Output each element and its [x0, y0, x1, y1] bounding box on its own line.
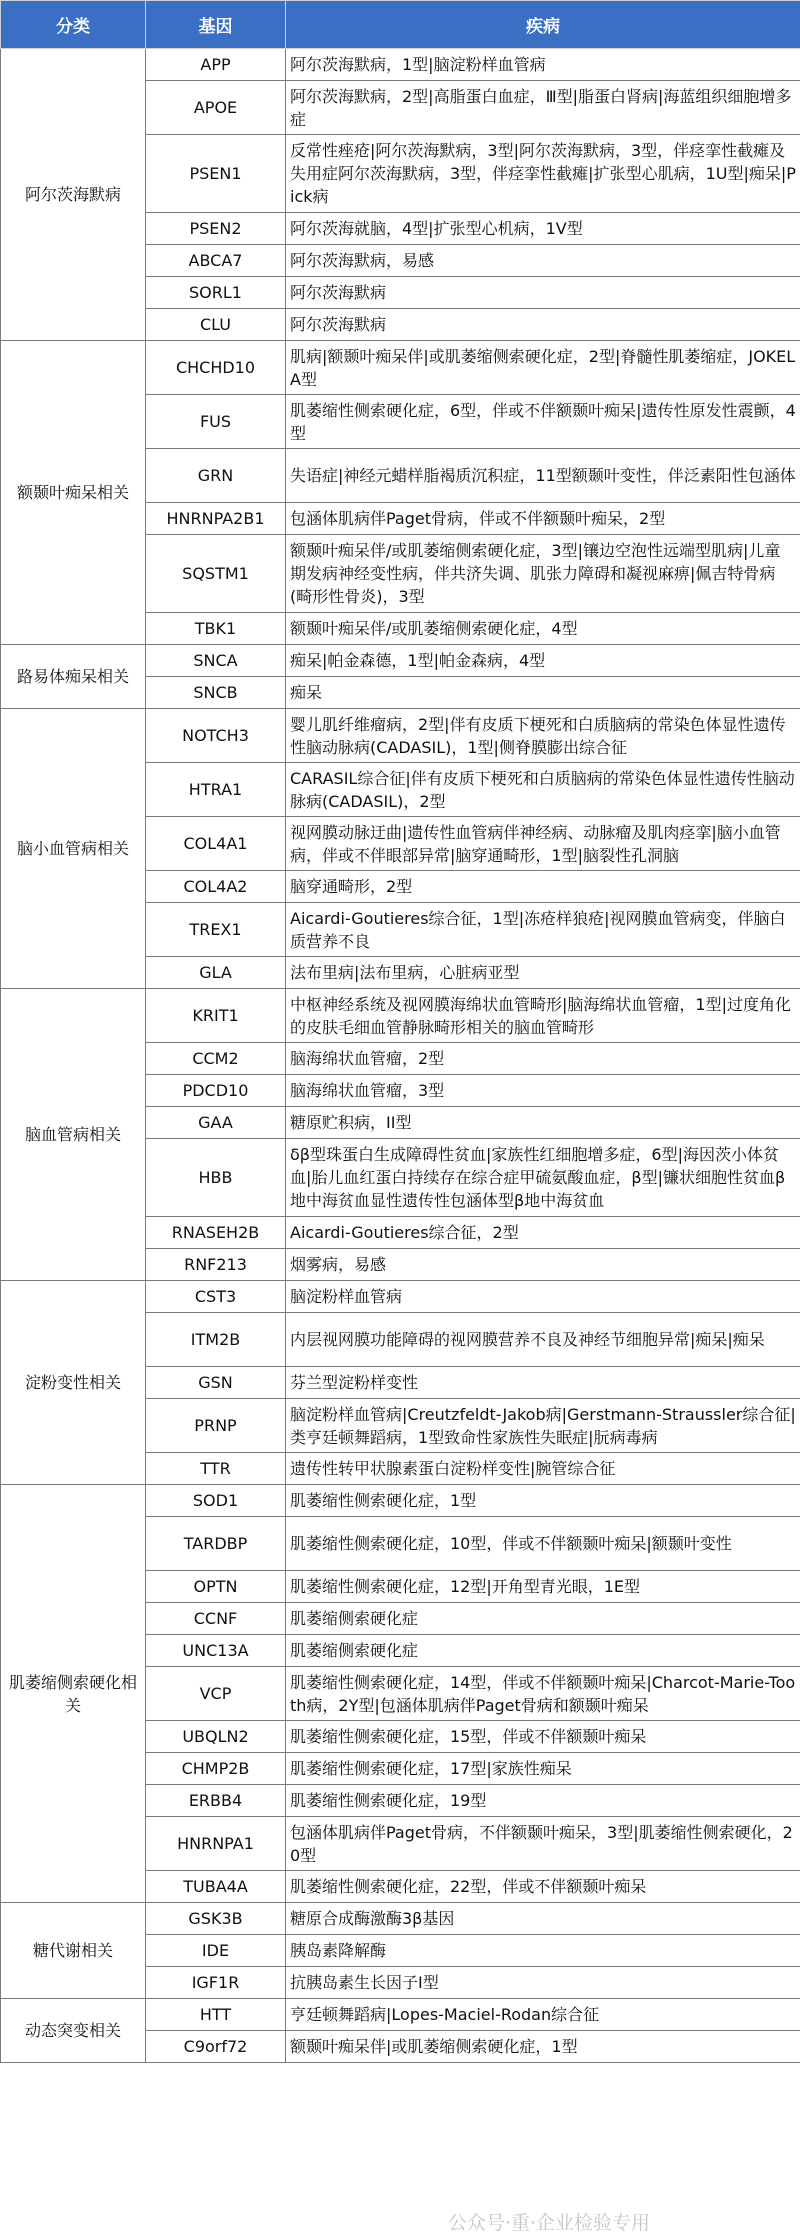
gene-cell: HNRNPA2B1 — [146, 503, 286, 535]
gene-cell: RNASEH2B — [146, 1217, 286, 1249]
disease-cell: 肌萎缩性侧索硬化症，15型，伴或不伴额颞叶痴呆 — [286, 1721, 800, 1753]
disease-cell: 肌萎缩侧索硬化症 — [286, 1635, 800, 1667]
gene-cell: GRN — [146, 449, 286, 503]
gene-cell: RNF213 — [146, 1249, 286, 1281]
gene-cell: GSK3B — [146, 1903, 286, 1935]
disease-cell: 阿尔茨海默病 — [286, 309, 800, 341]
disease-cell: 脑海绵状血管瘤，2型 — [286, 1043, 800, 1075]
table-row — [1, 1999, 800, 2031]
disease-cell: 额颞叶痴呆伴/或肌萎缩侧索硬化症，3型|镶边空泡性远端型肌病|儿童期发病神经变性病，伴共济失调、肌张力障碍和凝视麻痹|佩吉特骨病(畸形性骨炎)，3型 — [286, 535, 800, 613]
gene-cell: GAA — [146, 1107, 286, 1139]
disease-cell: 婴儿肌纤维瘤病，2型|伴有皮质下梗死和白质脑病的常染色体显性遗传性脑动脉病(CADASIL)，1型|侧脊膜膨出综合征 — [286, 709, 800, 763]
disease-cell: 脑淀粉样血管病 — [286, 1281, 800, 1313]
disease-cell: 芬兰型淀粉样变性 — [286, 1367, 800, 1399]
gene-cell: HNRNPA1 — [146, 1817, 286, 1871]
table-row — [1, 645, 800, 677]
category-cell: 糖代谢相关 — [1, 1903, 146, 1999]
disease-cell: 胰岛素降解酶 — [286, 1935, 800, 1967]
header-disease: 疾病 — [286, 1, 800, 49]
gene-cell: KRIT1 — [146, 989, 286, 1043]
gene-cell: HBB — [146, 1139, 286, 1217]
gene-cell: VCP — [146, 1667, 286, 1721]
category-cell: 额颞叶痴呆相关 — [1, 341, 146, 645]
gene-cell: HTT — [146, 1999, 286, 2031]
gene-cell: SORL1 — [146, 277, 286, 309]
disease-cell: 阿尔茨海默病 — [286, 277, 800, 309]
disease-cell: 法布里病|法布里病，心脏病亚型 — [286, 957, 800, 989]
category-cell: 肌萎缩侧索硬化相关 — [1, 1485, 146, 1903]
table-row — [1, 49, 800, 81]
gene-cell: PDCD10 — [146, 1075, 286, 1107]
gene-cell: GLA — [146, 957, 286, 989]
gene-cell: HTRA1 — [146, 763, 286, 817]
disease-cell: Aicardi-Goutieres综合征，1型|冻疮样狼疮|视网膜血管病变，伴脑白质营养不良 — [286, 903, 800, 957]
gene-cell: CHMP2B — [146, 1753, 286, 1785]
disease-cell: 阿尔茨海就脑，4型|扩张型心机病，1V型 — [286, 213, 800, 245]
disease-cell: 遗传性转甲状腺素蛋白淀粉样变性|腕管综合征 — [286, 1453, 800, 1485]
disease-cell: 阿尔茨海默病，1型|脑淀粉样血管病 — [286, 49, 800, 81]
category-cell: 路易体痴呆相关 — [1, 645, 146, 709]
table-row — [1, 1281, 800, 1313]
gene-cell: IGF1R — [146, 1967, 286, 1999]
gene-cell: OPTN — [146, 1571, 286, 1603]
category-cell: 淀粉变性相关 — [1, 1281, 146, 1485]
disease-cell: 糖原合成酶激酶3β基因 — [286, 1903, 800, 1935]
disease-cell: 肌萎缩性侧索硬化症，19型 — [286, 1785, 800, 1817]
gene-cell: ITM2B — [146, 1313, 286, 1367]
watermark: 公众号·重·企业检验专用 — [447, 2212, 650, 2234]
table-row — [1, 1903, 800, 1935]
disease-cell: 失语症|神经元蜡样脂褐质沉积症，11型额颞叶变性，伴泛素阳性包涵体 — [286, 449, 800, 503]
disease-cell: 视网膜动脉迂曲|遗传性血管病伴神经病、动脉瘤及肌肉痉挛|脑小血管病，伴或不伴眼部异常|脑穿通畸形，1型|脑裂性孔洞脑 — [286, 817, 800, 871]
gene-cell: PSEN1 — [146, 135, 286, 213]
table-body — [1, 49, 800, 2063]
disease-cell: 肌萎缩性侧索硬化症，6型，伴或不伴额颞叶痴呆|遗传性原发性震颤，4型 — [286, 395, 800, 449]
gene-cell: CCM2 — [146, 1043, 286, 1075]
gene-cell: ABCA7 — [146, 245, 286, 277]
gene-cell: CHCHD10 — [146, 341, 286, 395]
category-cell: 脑血管病相关 — [1, 989, 146, 1281]
gene-cell: IDE — [146, 1935, 286, 1967]
category-cell: 阿尔茨海默病 — [1, 49, 146, 341]
disease-cell: 脑淀粉样血管病|Creutzfeldt-Jakob病|Gerstmann-Straussler综合征|类亨廷顿舞蹈病，1型致命性家族性失眠症|朊病毒病 — [286, 1399, 800, 1453]
disease-cell: 亨廷顿舞蹈病|Lopes-Maciel-Rodan综合征 — [286, 1999, 800, 2031]
category-cell: 脑小血管病相关 — [1, 709, 146, 989]
gene-cell: ERBB4 — [146, 1785, 286, 1817]
disease-cell: 额颞叶痴呆伴/或肌萎缩侧索硬化症，4型 — [286, 613, 800, 645]
gene-cell: SNCB — [146, 677, 286, 709]
disease-cell: Aicardi-Goutieres综合征，2型 — [286, 1217, 800, 1249]
disease-cell: 肌病|额颞叶痴呆伴|或肌萎缩侧索硬化症，2型|脊髓性肌萎缩症，JOKELA型 — [286, 341, 800, 395]
disease-cell: 抗胰岛素生长因子I型 — [286, 1967, 800, 1999]
gene-cell: TTR — [146, 1453, 286, 1485]
disease-cell: 肌萎缩性侧索硬化症，14型，伴或不伴额颞叶痴呆|Charcot-Marie-Tooth病，2Y型|包涵体肌病伴Paget骨病和额颞叶痴呆 — [286, 1667, 800, 1721]
disease-cell: 肌萎缩性侧索硬化症，12型|开角型青光眼，1E型 — [286, 1571, 800, 1603]
disease-cell: 内层视网膜功能障碍的视网膜营养不良及神经节细胞异常|痴呆|痴呆 — [286, 1313, 800, 1367]
disease-cell: CARASIL综合征|伴有皮质下梗死和白质脑病的常染色体显性遗传性脑动脉病(CADASIL)，2型 — [286, 763, 800, 817]
gene-cell: COL4A2 — [146, 871, 286, 903]
disease-cell: 阿尔茨海默病，2型|高脂蛋白血症，Ⅲ型|脂蛋白肾病|海蓝组织细胞增多症 — [286, 81, 800, 135]
gene-cell: APP — [146, 49, 286, 81]
disease-cell: 肌萎缩性侧索硬化症，1型 — [286, 1485, 800, 1517]
gene-cell: APOE — [146, 81, 286, 135]
gene-cell: PRNP — [146, 1399, 286, 1453]
disease-cell: 包涵体肌病伴Paget骨病，伴或不伴额颞叶痴呆，2型 — [286, 503, 800, 535]
gene-cell: SQSTM1 — [146, 535, 286, 613]
disease-cell: 阿尔茨海默病，易感 — [286, 245, 800, 277]
disease-cell: 脑穿通畸形，2型 — [286, 871, 800, 903]
disease-cell: 中枢神经系统及视网膜海绵状血管畸形|脑海绵状血管瘤，1型|过度角化的皮肤毛细血管静脉畸形相关的脑血管畸形 — [286, 989, 800, 1043]
disease-cell: 肌萎缩性侧索硬化症，10型，伴或不伴额颞叶痴呆|额颞叶变性 — [286, 1517, 800, 1571]
table-row — [1, 989, 800, 1043]
gene-cell: CCNF — [146, 1603, 286, 1635]
gene-cell: TREX1 — [146, 903, 286, 957]
disease-cell: 肌萎缩性侧索硬化症，17型|家族性痴呆 — [286, 1753, 800, 1785]
gene-cell: UBQLN2 — [146, 1721, 286, 1753]
gene-cell: FUS — [146, 395, 286, 449]
header-row — [1, 1, 800, 49]
gene-cell: NOTCH3 — [146, 709, 286, 763]
gene-cell: C9orf72 — [146, 2031, 286, 2063]
disease-cell: 肌萎缩侧索硬化症 — [286, 1603, 800, 1635]
header-gene: 基因 — [146, 1, 286, 49]
gene-cell: GSN — [146, 1367, 286, 1399]
header-category: 分类 — [1, 1, 146, 49]
disease-cell: 肌萎缩性侧索硬化症，22型，伴或不伴额颞叶痴呆 — [286, 1871, 800, 1903]
disease-cell: δβ型珠蛋白生成障碍性贫血|家族性红细胞增多症，6型|海因茨小体贫血|胎儿血红蛋白持续存在综合症甲硫氨酸血症，β型|镰状细胞性贫血β地中海贫血显性遗传性包涵体型β地中海贫血 — [286, 1139, 800, 1217]
gene-cell: COL4A1 — [146, 817, 286, 871]
gene-cell: TBK1 — [146, 613, 286, 645]
disease-cell: 糖原贮积病，II型 — [286, 1107, 800, 1139]
gene-cell: UNC13A — [146, 1635, 286, 1667]
disease-cell: 脑海绵状血管瘤，3型 — [286, 1075, 800, 1107]
gene-cell: TUBA4A — [146, 1871, 286, 1903]
gene-cell: SNCA — [146, 645, 286, 677]
gene-cell: SOD1 — [146, 1485, 286, 1517]
disease-cell: 痴呆|帕金森德，1型|帕金森病，4型 — [286, 645, 800, 677]
gene-cell: CST3 — [146, 1281, 286, 1313]
table-row — [1, 1485, 800, 1517]
table-row — [1, 341, 800, 395]
disease-cell: 包涵体肌病伴Paget骨病，不伴额颞叶痴呆，3型|肌萎缩性侧索硬化，20型 — [286, 1817, 800, 1871]
disease-cell: 烟雾病，易感 — [286, 1249, 800, 1281]
gene-cell: PSEN2 — [146, 213, 286, 245]
table-row — [1, 709, 800, 763]
disease-cell: 额颞叶痴呆伴|或肌萎缩侧索硬化症，1型 — [286, 2031, 800, 2063]
gene-cell: TARDBP — [146, 1517, 286, 1571]
category-cell: 动态突变相关 — [1, 1999, 146, 2063]
disease-cell: 痴呆 — [286, 677, 800, 709]
disease-cell: 反常性痤疮|阿尔茨海默病，3型|阿尔茨海默病，3型，伴痉挛性截瘫及失用症阿尔茨海默病，3型，伴痉挛性截瘫|扩张型心肌病，1U型|痴呆|Pick病 — [286, 135, 800, 213]
gene-cell: CLU — [146, 309, 286, 341]
